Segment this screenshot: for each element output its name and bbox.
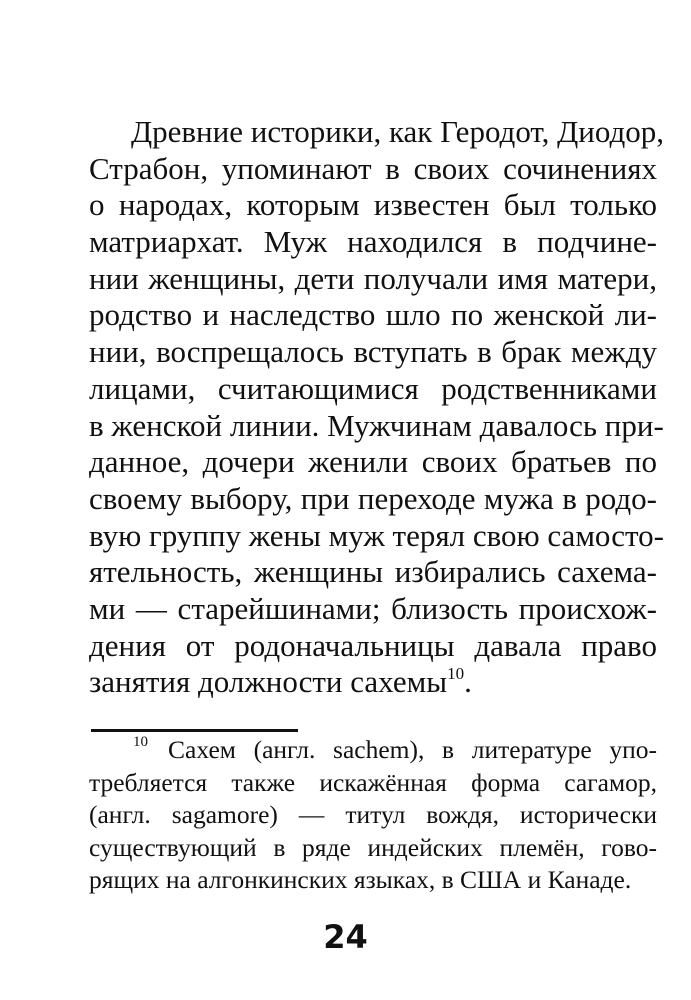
text-line: матриархат. Муж находился в подчине- xyxy=(89,224,657,260)
footnote-divider xyxy=(91,729,298,732)
footnote-line: (англ. sagamore) — титул вождя, исторически xyxy=(89,800,657,830)
text-line: ми — старейшинами; близость происхож- xyxy=(89,590,657,626)
footnote-line: существующий в ряде индейских племён, гово- xyxy=(89,832,657,862)
footnote-reference: 10 xyxy=(447,664,465,684)
page-number: 24 xyxy=(323,918,368,956)
text-line: дения от родоначальницы давала право xyxy=(89,627,657,663)
text-line: Древние историки, как Геродот, Диодор, xyxy=(131,114,664,149)
text-line: нии женщины, дети получали имя матери, xyxy=(89,260,657,296)
text-line: о народах, которым известен был только xyxy=(89,187,657,223)
text-line: родство и наследство шло по женской ли- xyxy=(89,297,657,333)
text-line: в женской линии. Мужчинам давалось при- xyxy=(89,407,664,443)
text-line: ятельность, женщины избирались сахема- xyxy=(89,554,657,590)
footnote-line: требляется также искажённая форма сагамор, xyxy=(89,767,657,797)
footnote-line-content: Сахем (англ. sachem), в литературе упо- xyxy=(168,735,657,764)
main-paragraph xyxy=(89,114,664,701)
end-punctuation: . xyxy=(464,664,472,700)
text-line: нии, воспрещалось вступать в брак между xyxy=(89,334,657,370)
text-line: своему выбору, при переходе мужа в родо- xyxy=(89,480,657,516)
text-line: лицами, считающимися родственниками xyxy=(89,370,657,406)
footnote-number: 10 xyxy=(133,734,148,750)
footnote xyxy=(89,734,657,897)
text-line: данное, дочери женили своих братьев по xyxy=(89,444,657,480)
text-line-content: занятия должности сахемы xyxy=(89,664,448,700)
text-line: вую группу жены муж терял свою самосто- xyxy=(89,517,664,553)
text-line-last xyxy=(89,664,657,701)
footnote-line xyxy=(89,734,657,767)
footnote-line: рящих на алгонкинских языках, в США и Канаде. xyxy=(89,865,632,895)
text-line: Страбон, упоминают в своих сочинениях xyxy=(89,150,657,186)
